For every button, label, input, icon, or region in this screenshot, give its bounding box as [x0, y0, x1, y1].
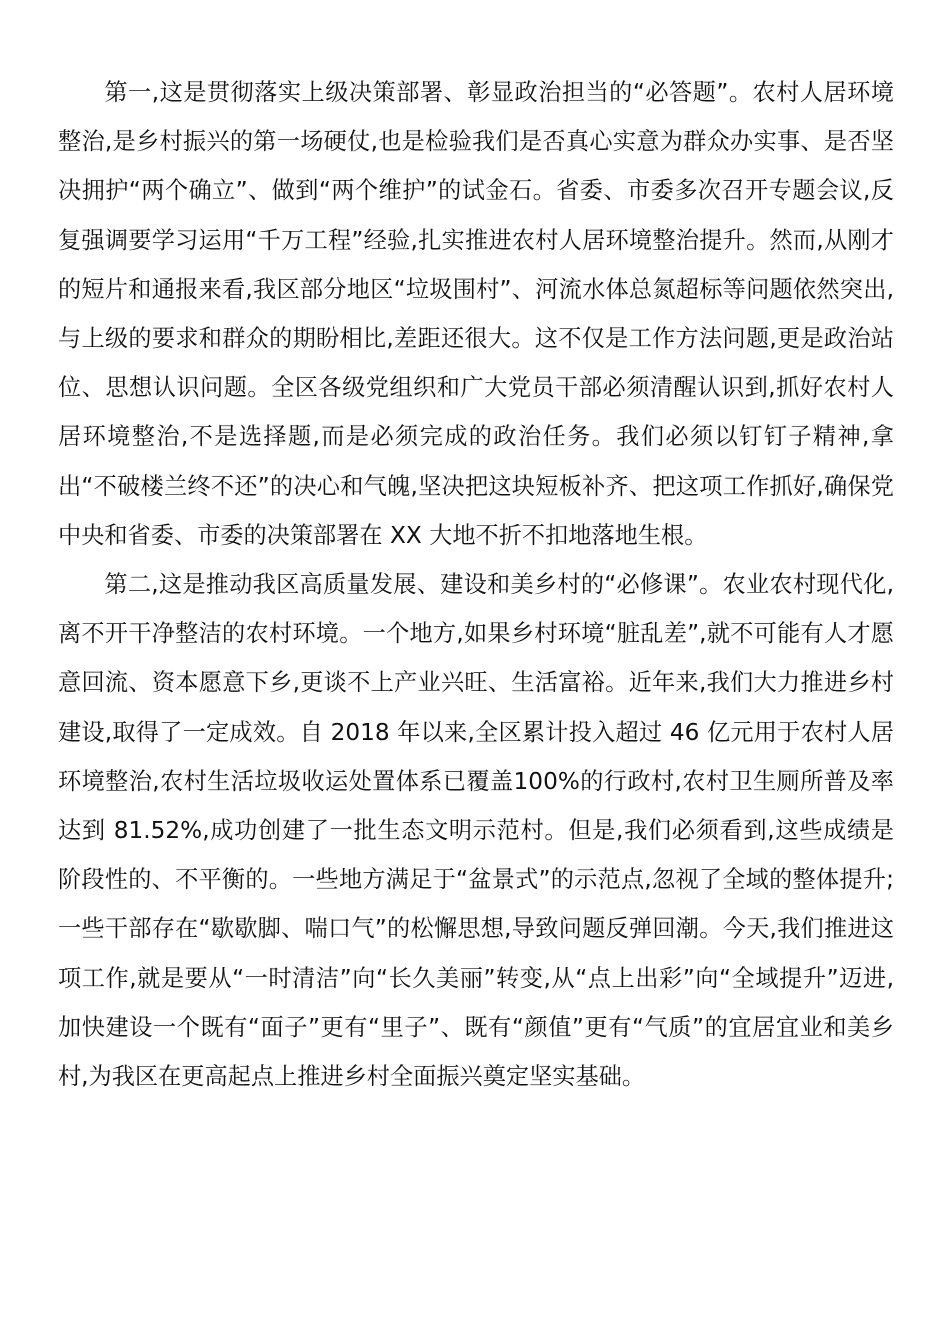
- paragraph-second-required-course: 第二,这是推动我区高质量发展、建设和美乡村的“必修课”。农业农村现代化,离不开干净整洁的农村环境。一个地方,如果乡村环境“脏乱差”,就不可能有人才愿意回流、资本愿意下乡,更谈不上产业兴旺、生活富裕。近年来,我们大力推进乡村建设,取得了一定成效。自 2018 年以来,全区累计投入超过 46 亿元用于农村人居环境整治,农村生活垃圾收运处置体系已覆盖100%的行政村,农村卫生厕所普及率达到 81.52%,成功创建了一批生态文明示范村。但是,我们必须看到,这些成绩是阶段性的、不平衡的。一些地方满足于“盆景式”的示范点,忽视了全域的整体提升;一些干部存在“歇歇脚、喘口气”的松懈思想,导致问题反弹回潮。今天,我们推进这项工作,就是要从“一时清洁”向“长久美丽”转变,从“点上出彩”向“全域提升”迈进,加快建设一个既有“面子”更有“里子”、既有“颜值”更有“气质”的宜居宜业和美乡村,为我区在更高起点上推进乡村全面振兴奠定坚实基础。: [58, 571, 894, 1091]
- document-page: [58, 68, 894, 1101]
- paragraph-first-must-answer: 第一,这是贯彻落实上级决策部署、彰显政治担当的“必答题”。农村人居环境整治,是乡村振兴的第一场硬仗,也是检验我们是否真心实意为群众办实事、是否坚决拥护“两个确立”、做到“两个维护”的试金石。省委、市委多次召开专题会议,反复强调要学习运用“千万工程”经验,扎实推进农村人居环境整治提升。然而,从刚才的短片和通报来看,我区部分地区“垃圾围村”、河流水体总氮超标等问题依然突出,与上级的要求和群众的期盼相比,差距还很大。这不仅是工作方法问题,更是政治站位、思想认识问题。全区各级党组织和广大党员干部必须清醒认识到,抓好农村人居环境整治,不是选择题,而是必须完成的政治任务。我们必须以钉钉子精神,拿出“不破楼兰终不还”的决心和气魄,坚决把这块短板补齐、把这项工作抓好,确保党中央和省委、市委的决策部署在 XX 大地不折不扣地落地生根。: [58, 79, 894, 549]
